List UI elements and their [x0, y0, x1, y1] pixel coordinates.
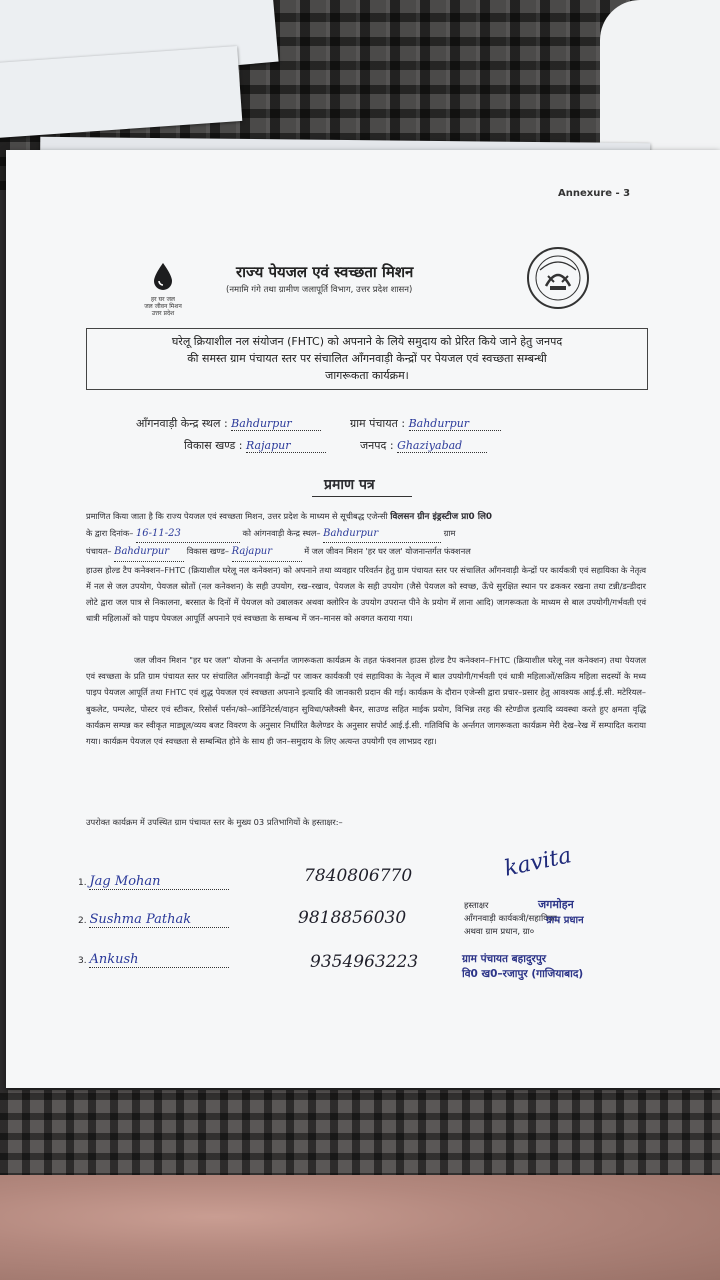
participant-phone: 9818856030 — [298, 908, 407, 928]
mission-subtitle: (नमामि गंगे तथा ग्रामीण जलापूर्ति विभाग, उत्तर प्रदेश शासन) — [226, 285, 413, 295]
jal-jeevan-mission-logo — [136, 262, 190, 317]
anganwadi-label: आँगनवाड़ी केन्द्र स्थल — [136, 417, 221, 430]
participant-name: Sushma Pathak — [89, 912, 229, 928]
fur-blanket — [0, 1175, 720, 1280]
stamp-name: जगमोहन — [538, 898, 574, 911]
participant-row — [78, 874, 229, 890]
signature-label: हस्ताक्षर — [464, 901, 489, 911]
gram-panchayat-label: ग्राम पंचायत — [350, 417, 398, 430]
program-title-line: घरेलू क्रियाशील नल संयोजन (FHTC) को अपनाने के लिये समुदाय को प्रेरित किये जाने हेतु जनपद — [171, 335, 563, 348]
janpad-field: जनपद : Ghaziyabad — [360, 434, 487, 453]
agency-name: विलसन ग्रीन इंड्रस्टीज प्रा0 लि0 — [390, 512, 493, 522]
stamp-line: ग्राम पंचायत बहादुरपुर — [462, 953, 547, 965]
signature-designation: अथवा ग्राम प्रधान, ग्रा० — [464, 927, 535, 937]
block-label: विकास खण्ड– — [186, 546, 229, 557]
participant-phone: 9354963223 — [310, 952, 419, 972]
certificate-document — [6, 150, 720, 1088]
participant-number: 2. — [78, 916, 87, 926]
participant-number: 3. — [78, 956, 87, 966]
participant-name: Ankush — [89, 952, 229, 968]
mission-scheme-text: में जल जीवन मिशन 'हर घर जल' योजनान्तर्गत फंक्शनल — [304, 546, 471, 557]
certificate-intro-text: प्रमाणित किया जाता है कि राज्य पेयजल एवं स्वच्छता मिशन, उत्तर प्रदेश के माध्यम से सूचीबद्ध एजेन्सी — [86, 511, 391, 521]
paragraph-line — [86, 543, 646, 561]
certificate-paragraph-1 — [86, 508, 646, 626]
gram-panchayat-field: ग्राम पंचायत : Bahdurpur — [350, 412, 501, 431]
paragraph-line — [86, 508, 646, 525]
vikas-khand-label: विकास खण्ड — [184, 439, 236, 452]
official-stamp — [462, 952, 583, 982]
paragraph-line — [86, 525, 646, 543]
participant-row — [78, 912, 229, 928]
certificate-heading: प्रमाण पत्र — [324, 477, 375, 493]
annexure-label: Annexure - 3 — [558, 188, 631, 199]
logo-text-line: उत्तर प्रदेश — [151, 310, 175, 317]
vikas-khand-field: विकास खण्ड : Rajapur — [184, 434, 326, 453]
stamp-line: वि0 ख0–रजापुर (गाजियाबाद) — [462, 968, 584, 980]
participant-name: Jag Mohan — [89, 874, 229, 890]
participant-row — [78, 952, 229, 968]
signature-scribble: kavita — [502, 843, 574, 882]
stamp-role: ग्राम प्रधान — [546, 915, 584, 926]
mission-title: राज्य पेयजल एवं स्वच्छता मिशन — [236, 263, 414, 281]
paragraph-body: हाउस होल्ड टैप कनेक्शन–FHTC (क्रियाशील घरेलू नल कनेक्शन) को अपनाने तथा व्यवहार परिवर्तन हेतु ग्राम पंचायत स्तर पर संचालित आँगनवाड़ी केन्द्रों पर कार्यकत्री एवं सहायिका के नेतृत्व में नल से जल उपयोग, पेयजल स्रोतों (नल कनेक्शन) के सही उपयोग, रख–रखाव, पेयजल के सही उपयोग (जैसे पेयजल को स्वच्छ, ऊँचे सुरक्षित स्थान पर ढककर रखना तथा टन्नी/डन्डीदार लोटे द्वारा जल पात्र से निकालना, बरसात के दिनों में पेयजल को उबालकर अथवा क्लोरिन के उपयोग उपरान्त पीने के प्रयोग में लाना आदि) जागरूकता के माध्यम से बाल उपयोगी/गर्भवती एवं धात्री महिलाओं को पाइप पेयजल आपूर्ति अपनाने एवं स्वच्छता के सम्बन्ध में जन–मानस को अवगत कराया गया। — [86, 564, 646, 624]
participant-number: 1. — [78, 878, 87, 888]
block-value: Rajapur — [232, 544, 302, 561]
date-label: के द्वारा दिनांक– — [86, 528, 134, 539]
program-title-box — [86, 328, 648, 390]
program-title-line: जागरूकता कार्यक्रम। — [325, 369, 409, 382]
heading-underline — [312, 496, 412, 497]
panchayat-value: Bahdurpur — [114, 544, 184, 561]
janpad-value: Ghaziyabad — [397, 439, 487, 453]
gram-text: ग्राम — [443, 528, 456, 539]
janpad-label: जनपद — [360, 439, 387, 452]
gram-panchayat-value: Bahdurpur — [409, 417, 501, 431]
anganwadi-field: आँगनवाड़ी केन्द्र स्थल : Bahdurpur — [136, 412, 321, 431]
up-government-emblem-icon — [526, 246, 590, 310]
program-title-line: की समस्त ग्राम पंचायत स्तर पर संचालित आँगनवाड़ी केन्द्रों पर पेयजल एवं स्वच्छता सम्बन्धी — [187, 352, 547, 365]
logo-text-line: जल जीवन मिशन — [144, 303, 182, 310]
vikas-khand-value: Rajapur — [246, 439, 326, 453]
water-drop-icon — [151, 262, 175, 292]
place-label: को आंगनवाड़ी केन्द्र स्थल– — [242, 528, 321, 539]
certificate-paragraph-2: जल जीवन मिशन "हर घर जल" योजना के अन्तर्गत जागरूकता कार्यक्रम के तहत फंक्शनल हाउस होल्ड टैप कनेक्शन–FHTC (क्रियाशील घरेलू नल कनेक्शन) तथा पेयजल एवं स्वच्छता के प्रति ग्राम पंचायत स्तर पर संचालित आँगनवाड़ी केन्द्रों पर जाकर कार्यकत्री एवं सहायिका के नेतृत्व में बाल उपयोगी/गर्भवती एवं धात्री महिलाओं/सक्रिय महिला सदस्यों के मध्य पाइप पेयजल आपूर्ति तथा FHTC एवं शुद्ध पेयजल एवं स्वच्छता अपनाने इत्यादि की जानकारी प्रदान की गई। कार्यक्रम के दौरान एजेन्सी द्वारा प्रचार–प्रसार हेतु आवश्यक आई.ई.सी. मटेरियल–बुकलेट, पम्पलेट, पोस्टर एवं स्टीकर, रिसोर्स पर्सन/को–आर्डिनेटर्स/वाहन सुविधा/फ्लैक्सी बैनर, साउण्ड सहित माईक प्रयोग, विभिन्न तरह की स्टेण्डीज इत्यादि व्यवस्था करते हुए क्षमता वृद्धि कार्यक्रम सम्पन्न कर स्वीकृत माड्यूल/व्यय बजट विवरण के अनुसार निर्धारित कैलेण्डर के अनुसार सपोर्ट आई.ई.सी. गतिविधि के अर्न्तगत जागरूकता कार्यक्रम मेरी देख–रेख में सम्पादित कराया गया। कार्यक्रम पेयजल एवं स्वच्छता से सम्बन्धित होने के साथ ही जन–समुदाय के लिए अत्यन्त उपयोगी एव लाभप्रद रहा। — [86, 655, 646, 747]
place-value: Bahdurpur — [323, 526, 441, 543]
signature-designation: आँगनवाड़ी कार्यकत्री/सहायिका, — [464, 914, 560, 924]
participants-intro: उपरोक्त कार्यक्रम में उपस्थित ग्राम पंचायत स्तर के मुख्य 03 प्रतिभागियों के हस्ताक्षर:– — [86, 817, 343, 827]
date-value: 16-11-23 — [136, 526, 240, 543]
panchayat-label: पंचायत– — [86, 546, 112, 557]
logo-text-line: हर घर जल — [151, 296, 175, 303]
participant-phone: 7840806770 — [304, 866, 413, 886]
anganwadi-value: Bahdurpur — [231, 417, 321, 431]
